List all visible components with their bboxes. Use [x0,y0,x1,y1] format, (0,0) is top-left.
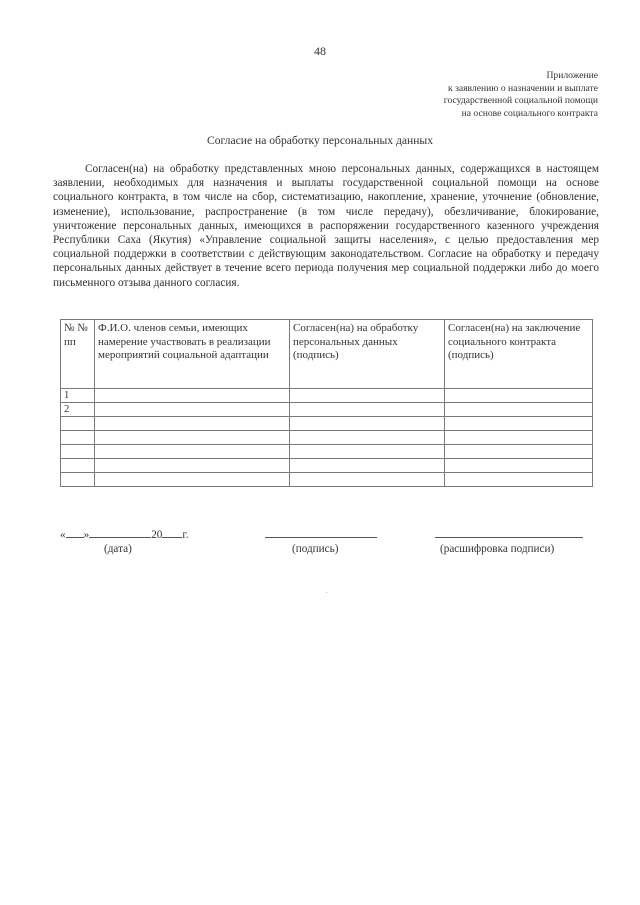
table-cell [61,417,95,431]
page-number: 48 [314,44,326,58]
table-cell [290,417,445,431]
table-cell [445,473,593,487]
table-row [61,445,593,459]
table-cell [445,431,593,445]
table-cell [445,417,593,431]
year-prefix: 20 [151,529,163,541]
year-blank [162,527,182,538]
table-cell [61,445,95,459]
column-header-number: № № пп [61,320,95,389]
appendix-line: на основе социального контракта [461,107,598,119]
column-header-family-members: Ф.И.О. членов семьи, имеющих намерение участвовать в реализации мероприятий социальной адаптации [95,320,290,389]
table-cell: 1 [61,389,95,403]
table-row [61,431,593,445]
scan-speck [326,592,327,593]
table-header-row [61,320,593,389]
table-cell [61,431,95,445]
table-row [61,459,593,473]
appendix-line: государственной социальной помощи [443,95,598,107]
signature-block [60,527,592,563]
table-cell [290,389,445,403]
table-cell [95,417,290,431]
consent-body-text: Согласен(на) на обработку представленных мною персональных данных, содержащихся в настоящем заявлении, необходимых для назначения и выплаты государственной социальной помощи на основе социального контракта, в том числе на сбор, систематизацию, накопление, хранение, уточнение (обновление, изменение), использование, распространение (в том числе передачу), обезличивание, блокирование, уничтожение персональных данных, имеющихся в распоряжении государственного казенного учреждения Республики Саха (Якутия) «Управление социальной защиты населения», с целью предоставления мер социальной поддержки в соответствии с действующим законодательством. Согласие на обработку и передачу персональных данных действует в течение всего периода получения мер социальной поддержки либо до моего письменного отзыва данного согласия. [53,163,599,289]
table-row [61,417,593,431]
date-open-quote: « [60,529,66,541]
date-line [60,527,189,541]
table-cell [61,473,95,487]
table-cell [290,473,445,487]
table-row [61,473,593,487]
table-cell [95,431,290,445]
table-cell [445,459,593,473]
signature-caption: (подпись) [292,543,339,555]
date-caption: (дата) [104,543,132,555]
signature-line [265,537,377,538]
table-cell [95,473,290,487]
decoding-line [435,537,583,538]
table-cell [445,403,593,417]
table-cell [290,403,445,417]
column-header-contract-consent: Согласен(на) на заключение социального контракта (подпись) [445,320,593,389]
table-cell [95,403,290,417]
table-row [61,403,593,417]
table-cell [95,389,290,403]
table-cell [445,389,593,403]
appendix-note [444,70,598,120]
table-cell [95,459,290,473]
date-close-quote: » [83,529,90,541]
appendix-line: к заявлению о назначении и выплате [448,82,598,94]
year-suffix: г. [182,529,189,541]
table-cell [290,445,445,459]
table-cell [290,459,445,473]
month-blank [89,527,151,538]
document-title: Согласие на обработку персональных данных [206,134,434,147]
day-blank [66,527,84,538]
column-header-data-consent: Согласен(на) на обработку персональных данных (подпись) [290,320,445,389]
table-cell [445,445,593,459]
family-consent-table [60,319,593,487]
table-cell [290,431,445,445]
appendix-line: Приложение [546,70,598,81]
table-cell: 2 [61,403,95,417]
table-cell [95,445,290,459]
table-row [61,389,593,403]
decoding-caption: (расшифровка подписи) [440,543,555,555]
table-cell [61,459,95,473]
